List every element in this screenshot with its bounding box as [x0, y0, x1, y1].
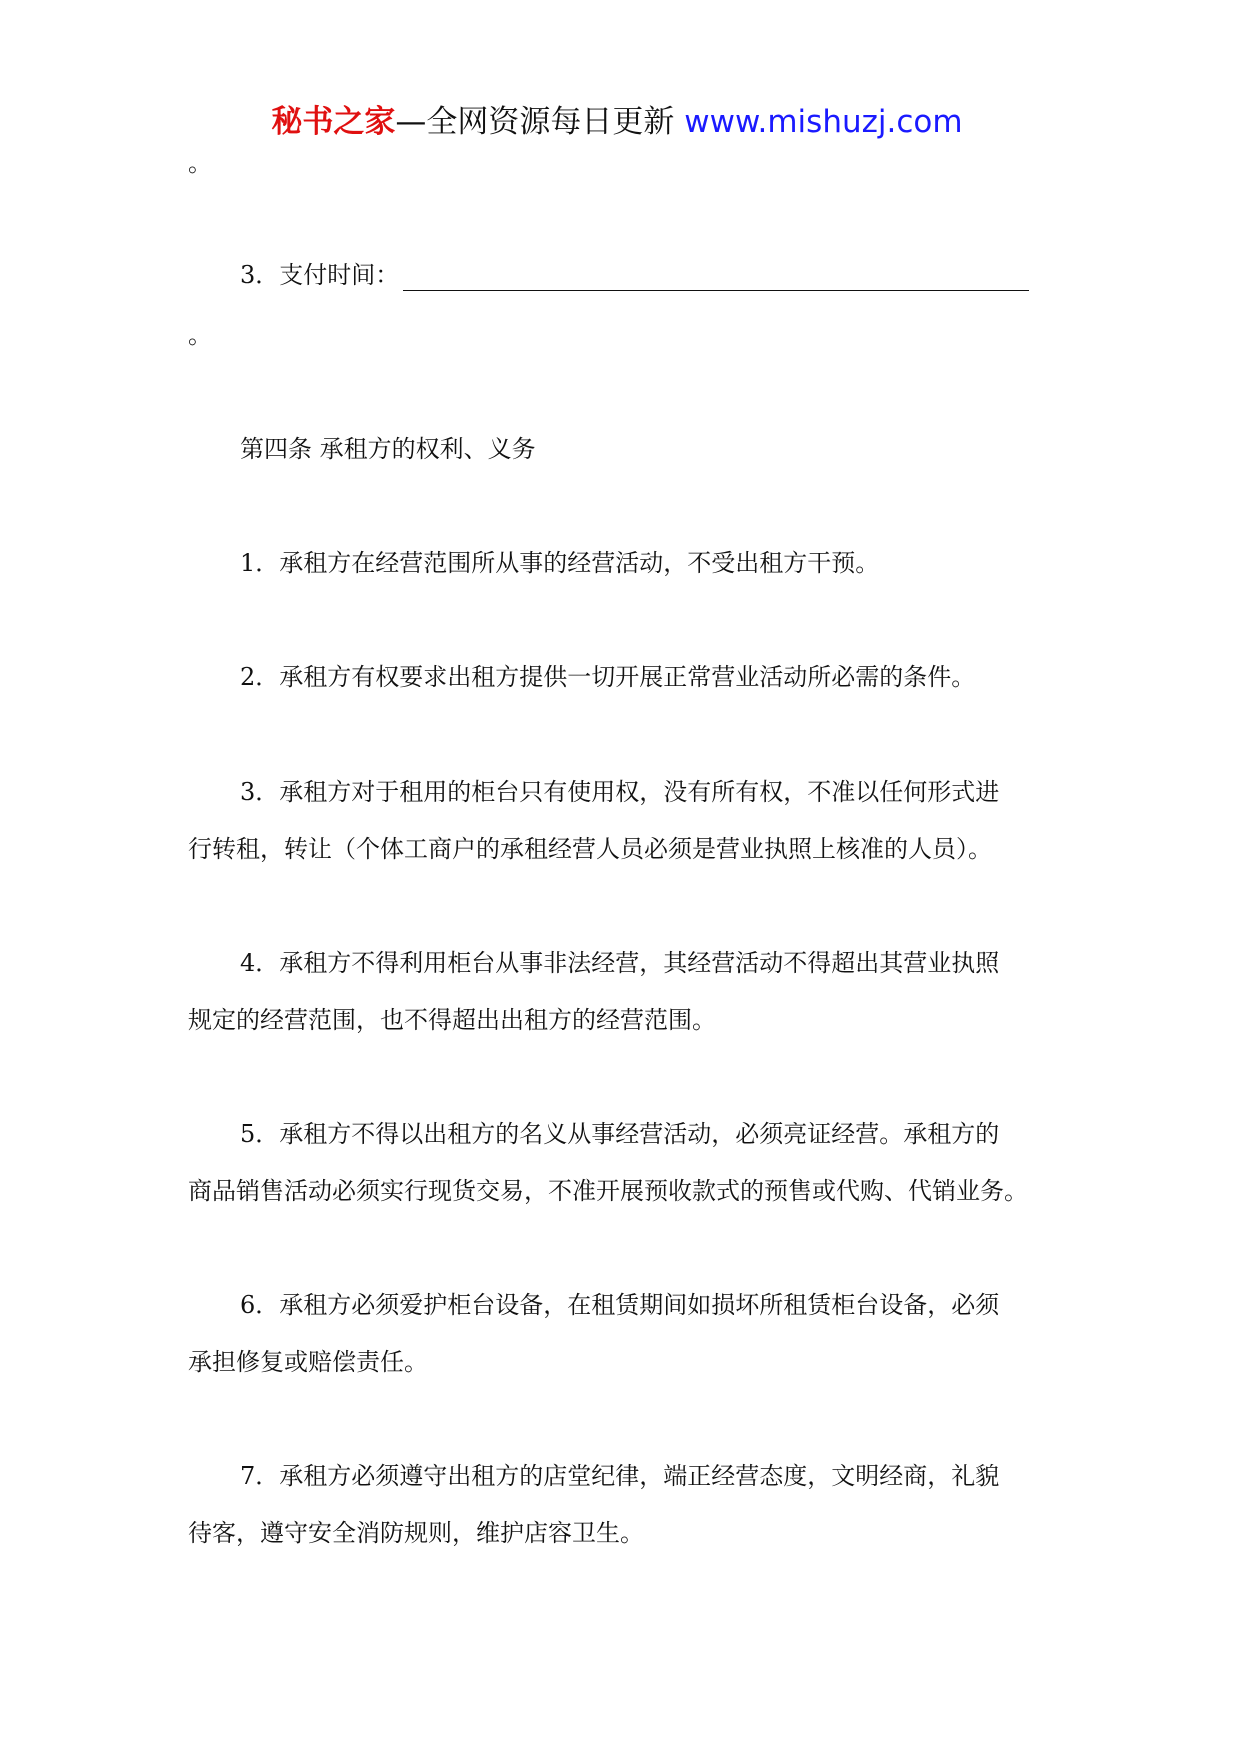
header-slogan: —全网资源每日更新: [395, 104, 675, 140]
period-mark: 。: [188, 321, 212, 349]
clause-4-line-1: 4．承租方不得利用柜台从事非法经营，其经营活动不得超出其营业执照: [240, 949, 1000, 977]
brand-name: 秘书之家: [271, 104, 396, 140]
clause-6-line-1: 6．承租方必须爱护柜台设备，在租赁期间如损坏所租赁柜台设备，必须: [240, 1291, 1000, 1319]
site-header-banner: [0, 102, 1234, 142]
period-mark: 。: [188, 149, 212, 177]
clause-4-line-2: 规定的经营范围，也不得超出出租方的经营范围。: [188, 1006, 716, 1034]
clause-2: 2．承租方有权要求出租方提供一切开展正常营业活动所必需的条件。: [240, 663, 976, 691]
clause-3-line-2: 行转租，转让（个体工商户的承租经营人员必须是营业执照上核准的人员）。: [188, 835, 992, 863]
clause-5-line-1: 5．承租方不得以出租方的名义从事经营活动，必须亮证经营。承租方的: [240, 1120, 1000, 1148]
payment-time-line: [240, 258, 1029, 292]
site-url-link[interactable]: www.mishuzj.com: [684, 104, 963, 140]
clause-7-line-2: 待客，遵守安全消防规则，维护店容卫生。: [188, 1519, 644, 1547]
clause-1: 1．承租方在经营范围所从事的经营活动，不受出租方干预。: [240, 549, 880, 577]
clause-7-line-1: 7．承租方必须遵守出租方的店堂纪律，端正经营态度，文明经商，礼貌: [240, 1462, 1000, 1490]
clause-5-line-2: 商品销售活动必须实行现货交易，不准开展预收款式的预售或代购、代销业务。: [188, 1177, 1028, 1205]
clause-6-line-2: 承担修复或赔偿责任。: [188, 1348, 428, 1376]
clause-3-line-1: 3．承租方对于租用的柜台只有使用权，没有所有权，不准以任何形式进: [240, 778, 1000, 806]
payment-time-blank: [403, 289, 1029, 291]
article-4-title: 第四条 承租方的权利、义务: [240, 435, 536, 463]
payment-time-label: 3．支付时间：: [240, 261, 400, 289]
